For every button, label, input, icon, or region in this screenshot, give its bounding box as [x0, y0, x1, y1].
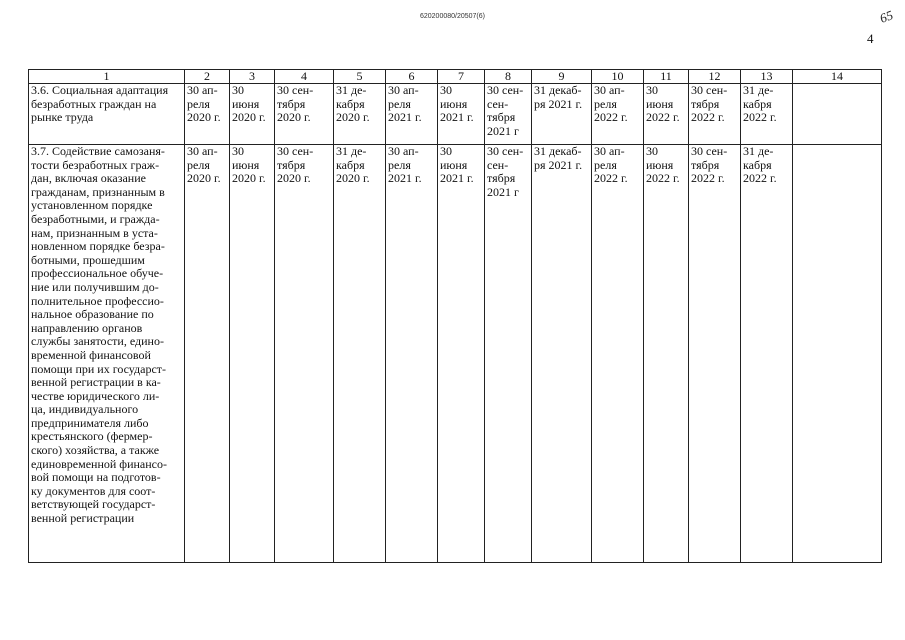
column-number: 13: [741, 70, 793, 84]
table-row: [29, 145, 882, 563]
table-cell: 30 июня 2020 г.: [230, 145, 275, 563]
table-cell: 30 сен- сен- тября 2021 г: [485, 84, 532, 145]
table-cell: 30 ап- реля 2022 г.: [592, 145, 644, 563]
table-cell: 30 ап- реля 2021 г.: [386, 84, 438, 145]
table-cell: [793, 145, 882, 563]
table-cell: 30 июня 2021 г.: [438, 84, 485, 145]
column-number: 6: [386, 70, 438, 84]
table-cell: 30 июня 2021 г.: [438, 145, 485, 563]
table-row: [29, 84, 882, 145]
table-cell: 31 декаб- ря 2021 г.: [532, 84, 592, 145]
document-id: 620200080/20507(6): [419, 13, 485, 20]
column-number: 8: [485, 70, 532, 84]
table-cell: 30 ап- реля 2021 г.: [386, 145, 438, 563]
table-cell: 30 сен- тября 2020 г.: [275, 145, 334, 563]
table-cell: 30 ап- реля 2020 г.: [185, 84, 230, 145]
table-cell: 30 ап- реля 2022 г.: [592, 84, 644, 145]
page-number: 4: [867, 31, 874, 46]
column-number: 10: [592, 70, 644, 84]
table-cell: 30 июня 2022 г.: [644, 84, 689, 145]
column-number: 11: [644, 70, 689, 84]
column-number-row: [29, 70, 882, 84]
table-cell: 30 июня 2022 г.: [644, 145, 689, 563]
table-cell: 30 сен- тября 2020 г.: [275, 84, 334, 145]
column-number: 14: [793, 70, 882, 84]
table-cell: 31 де- кабря 2022 г.: [741, 84, 793, 145]
handwritten-page-mark: 65: [877, 7, 896, 26]
column-number: 9: [532, 70, 592, 84]
table-cell: 30 сен- сен- тября 2021 г: [485, 145, 532, 563]
table-cell: 31 де- кабря 2022 г.: [741, 145, 793, 563]
table-cell: [793, 84, 882, 145]
column-number: 4: [275, 70, 334, 84]
column-number: 12: [689, 70, 741, 84]
column-number: 2: [185, 70, 230, 84]
table-cell: 30 сен- тября 2022 г.: [689, 145, 741, 563]
table-cell: 31 декаб- ря 2021 г.: [532, 145, 592, 563]
table-cell: 31 де- кабря 2020 г.: [334, 145, 386, 563]
activity-description: 3.7. Содействие самозаня- тости безработных граж- дан, включая оказание гражданам, признанным в установленном порядке безработными, и гражда- нам, признанным в уста- новленном порядке безра- ботными, прошедшим профессиональное обуче- ние или получившим до- полнительное профессио- нальное образование по направлению органов службы занятости, едино- временной финансовой помощи при их государст- венной регистрации в ка- честве юридического ли- ца, индивидуального предпринимателя либо крестьянского (фермер- ского) хозяйства, а также единовременной финансо- вой помощи на подготов- ку документов для соот- ветствующей государст- венной регистрации: [29, 145, 185, 563]
table-cell: 30 сен- тября 2022 г.: [689, 84, 741, 145]
schedule-table: [28, 69, 882, 563]
column-number: 5: [334, 70, 386, 84]
column-number: 1: [29, 70, 185, 84]
table-cell: 30 ап- реля 2020 г.: [185, 145, 230, 563]
table-cell: 30 июня 2020 г.: [230, 84, 275, 145]
activity-description: 3.6. Социальная адаптация безработных граждан на рынке труда: [29, 84, 185, 145]
table-cell: 31 де- кабря 2020 г.: [334, 84, 386, 145]
column-number: 7: [438, 70, 485, 84]
column-number: 3: [230, 70, 275, 84]
